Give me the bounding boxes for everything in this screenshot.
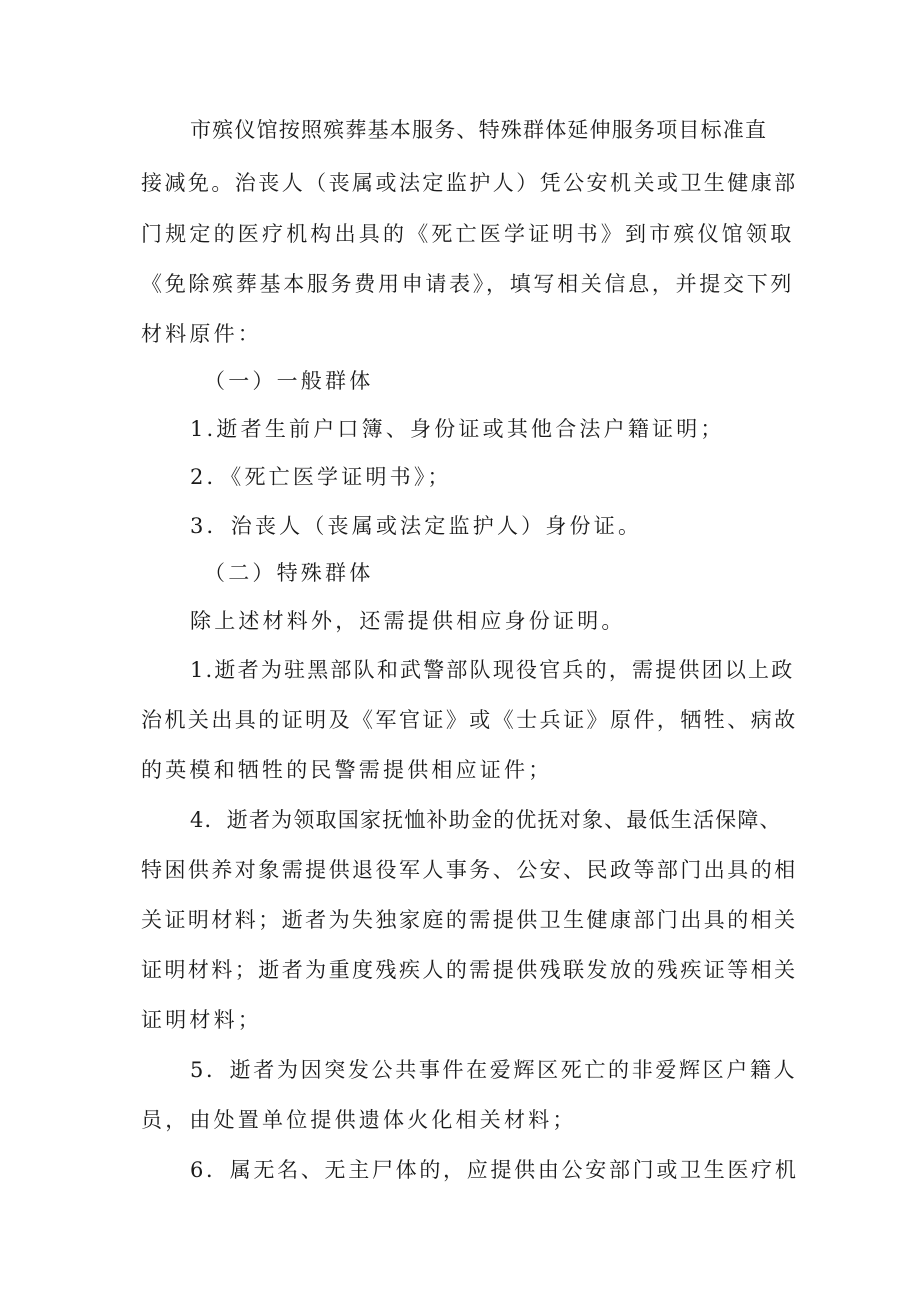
list-item-general-2: 2．《死亡医学证明书》；: [190, 465, 452, 489]
paragraph-intro-line-3: 门规定的医疗机构出具的《死亡医学证明书》到市殡仪馆领取: [141, 222, 795, 246]
list-item-special-5-line-2: 员，由处置单位提供遗体火化相关材料；: [141, 1108, 577, 1132]
section-heading-general: （一）一般群体: [204, 369, 374, 393]
list-item-general-3: 3．治丧人（丧属或法定监护人）身份证。: [190, 514, 643, 538]
list-item-special-4-line-1: 4．逝者为领取国家抚恤补助金的优抚对象、最低生活保障、: [190, 808, 782, 832]
section-heading-special: （二）特殊群体: [204, 561, 374, 585]
paragraph-intro-line-1: 市殡仪馆按照殡葬基本服务、特殊群体延伸服务项目标准直: [190, 118, 768, 142]
paragraph-intro-line-5: 材料原件：: [141, 322, 262, 346]
list-item-general-1: 1.逝者生前户口簿、身份证或其他合法户籍证明；: [190, 417, 725, 441]
list-item-special-1-line-1: 1.逝者为驻黑部队和武警部队现役官兵的，需提供团以上政: [190, 658, 795, 682]
paragraph-special-intro: 除上述材料外，还需提供相应身份证明。: [190, 609, 626, 633]
list-item-special-4-line-5: 证明材料；: [141, 1008, 262, 1032]
list-item-special-1-line-2: 治机关出具的证明及《军官证》或《士兵证》原件，牺牲、病故: [141, 708, 798, 732]
list-item-special-1-line-3: 的英模和牺牲的民警需提供相应证件；: [141, 758, 553, 782]
list-item-special-4-line-2: 特困供养对象需提供退役军人事务、公安、民政等部门出具的相: [141, 858, 798, 882]
list-item-special-4-line-4: 证明材料；逝者为重度残疾人的需提供残联发放的残疾证等相关: [141, 958, 798, 982]
paragraph-intro-line-4: 《免除殡葬基本服务费用申请表》，填写相关信息，并提交下列: [141, 272, 795, 296]
list-item-special-6-line-1: 6．属无名、无主尸体的，应提供由公安部门或卫生医疗机: [190, 1158, 799, 1182]
list-item-special-5-line-1: 5．逝者为因突发公共事件在爱辉区死亡的非爱辉区户籍人: [190, 1058, 798, 1082]
list-item-special-4-line-3: 关证明材料；逝者为失独家庭的需提供卫生健康部门出具的相关: [141, 908, 798, 932]
paragraph-intro-line-2: 接减免。治丧人（丧属或法定监护人）凭公安机关或卫生健康部: [141, 171, 798, 195]
